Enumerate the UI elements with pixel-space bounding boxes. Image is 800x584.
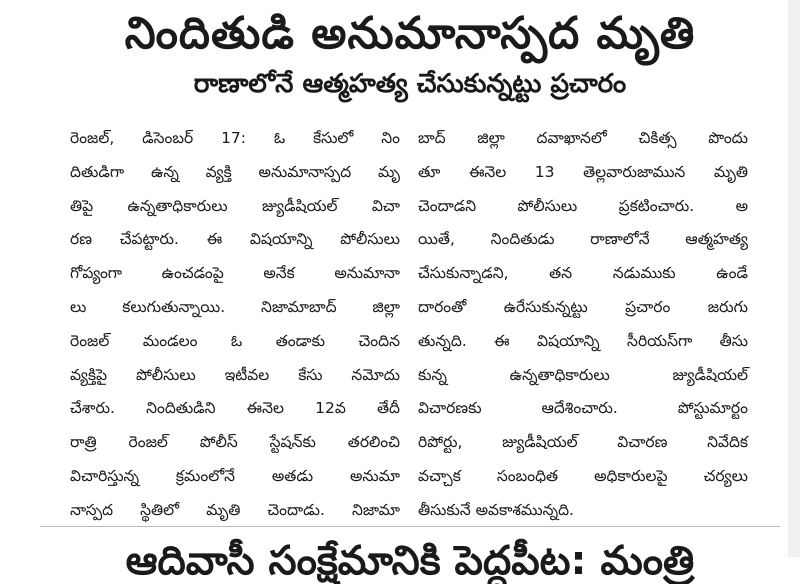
next-headline-text: ఆదివాసీ సంక్షేమానికి పెద్దపీట: మంత్రి bbox=[125, 538, 695, 584]
article-line: రెంజల్, డిసెంబర్ 17: ఓ కేసులో నిం bbox=[70, 129, 400, 147]
article-line: రిపోర్టు, జ్యుడీషియల్ విచారణ నివేదిక bbox=[418, 433, 748, 452]
article-line: బాద్ జిల్లా దవాఖానలో చికిత్స పొందు bbox=[418, 129, 748, 147]
headline: నిందితుడి అనుమానాస్పద మృతి bbox=[124, 8, 696, 59]
article-line: దారంతో ఉరేసుకున్నట్టు ప్రచారం జరుగు bbox=[418, 297, 748, 316]
article-line: విచారిస్తున్న క్రమంలోనే అతడు అనుమా bbox=[70, 466, 400, 485]
article-line: కున్న ఉన్నతాధికారులు జ్యుడీషియల్ bbox=[418, 365, 748, 384]
article-line: రాత్రి రెంజల్ పోలీస్ స్టేషన్‌కు తరలించి bbox=[70, 433, 400, 452]
article-line: తిపై ఉన్నతాధికారులు జ్యుడీషియల్ విచా bbox=[70, 196, 400, 215]
article-line: దితుడిగా ఉన్న వ్యక్తి అనుమానాస్పద మృ bbox=[70, 162, 400, 181]
article-line: రణ చేపట్టారు. ఈ విషయాన్ని పోలీసులు bbox=[70, 230, 400, 249]
article-line: రెంజల్ మండలం ఓ తండాకు చెందిన bbox=[70, 331, 400, 350]
article-line: వచ్చాక సంబంధిత అధికారులపై చర్యలు bbox=[418, 466, 748, 485]
article-line: యితే, నిందితుడు రాణాలోనే ఆత్మహత్య bbox=[418, 230, 748, 249]
page-edge bbox=[788, 0, 800, 557]
subheadline: రాణాలోనే ఆత్మహత్య చేసుకున్నట్టు ప్రచారం bbox=[193, 69, 627, 99]
article-line: తున్నది. ఈ విషయాన్ని సీరియస్‌గా తీసు bbox=[418, 331, 748, 350]
article-line: విచారణకు ఆదేశించారు. పోస్టుమార్టం bbox=[418, 399, 748, 418]
article-column-left bbox=[70, 122, 400, 528]
article-line: చెందాడని పోలీసులు ప్రకటించారు. అ bbox=[418, 196, 748, 215]
article-line: నాస్పద స్థితిలో మృతి చెందాడు. నిజామా bbox=[70, 500, 400, 519]
article-line: చేసుకున్నాడని, తన నడుముకు ఉండే bbox=[418, 264, 748, 283]
article-line: లు కలుగుతున్నాయి. నిజామాబాద్ జిల్లా bbox=[70, 297, 400, 316]
article-column-right bbox=[418, 122, 748, 528]
article-line: వ్యక్తిపై పోలీసులు ఇటీవల కేసు నమోదు bbox=[70, 365, 400, 384]
article-line article-line-last: తీసుకునే అవకాశమున్నది. bbox=[418, 500, 574, 519]
next-article-headline-cropped bbox=[40, 535, 780, 584]
section-divider bbox=[40, 526, 780, 527]
article-line: చేశారు. నిందితుడిని ఈనెల 12వ తేదీ bbox=[70, 399, 400, 418]
article-line: గోప్యంగా ఉంచడంపై అనేక అనుమానా bbox=[70, 264, 400, 283]
article-line: తూ ఈనెల 13 తెల్లవారుజామున మృతి bbox=[418, 162, 748, 181]
